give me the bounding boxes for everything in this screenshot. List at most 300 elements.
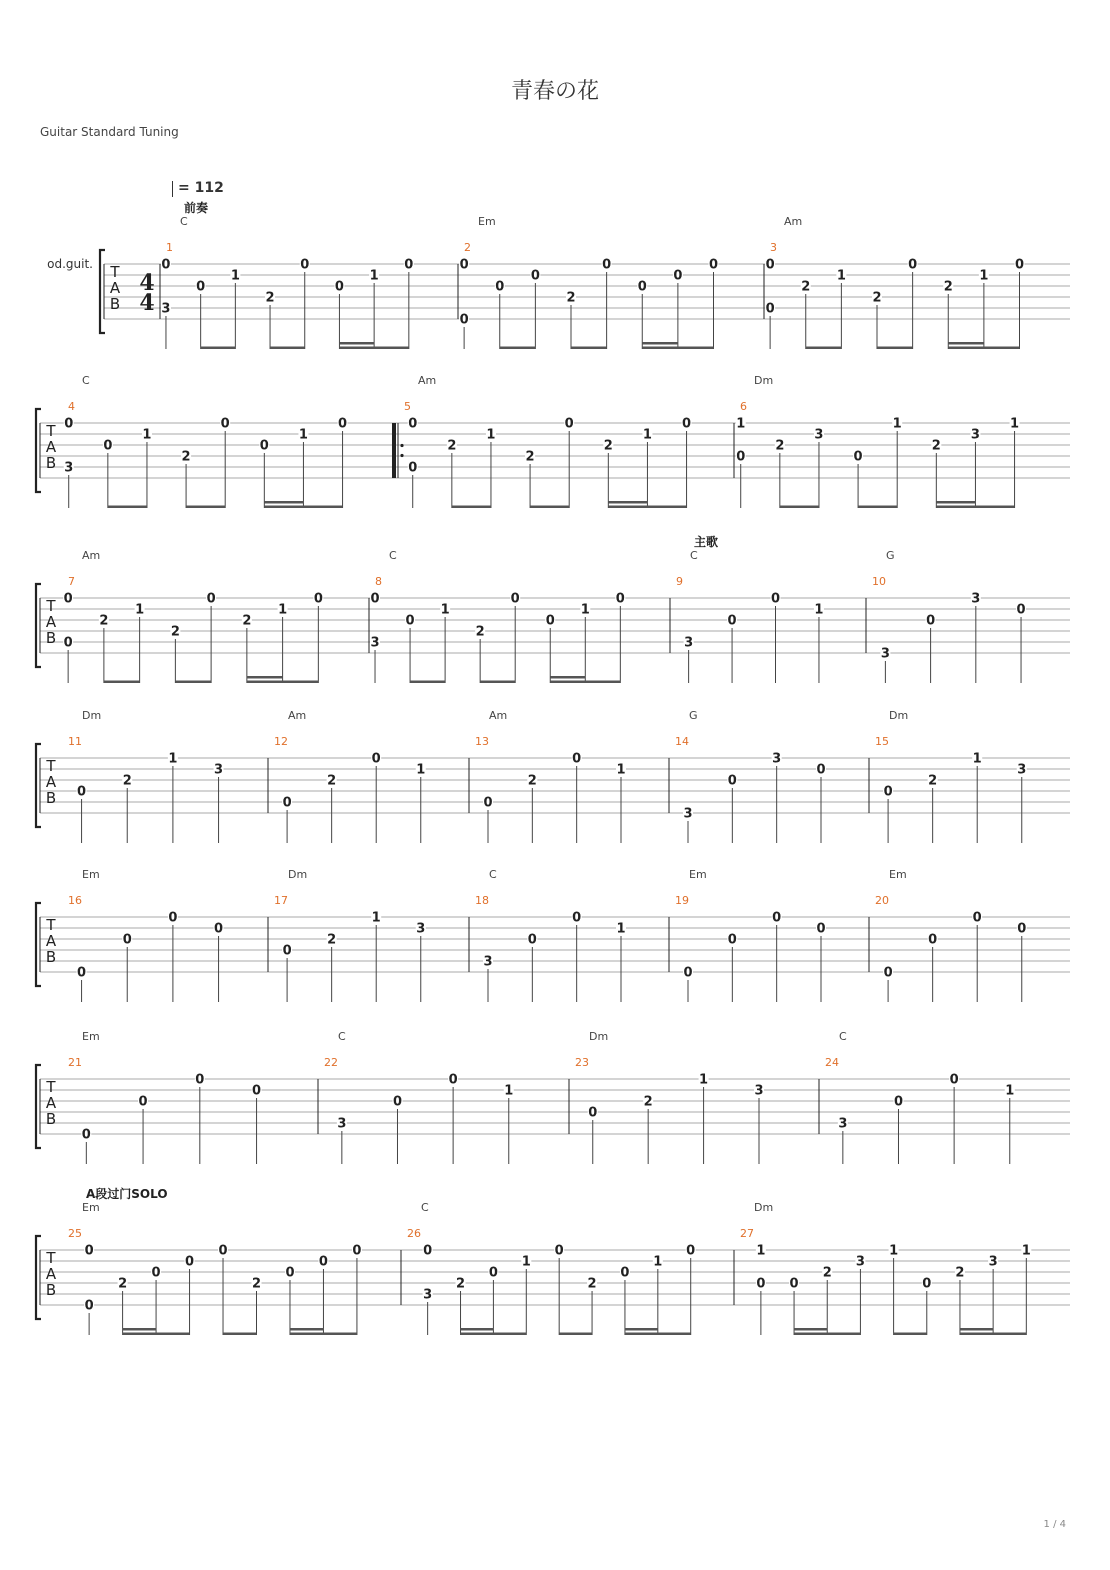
fret-number: 0 — [185, 1254, 195, 1270]
note-beam — [806, 347, 842, 350]
fret-number: 0 — [220, 416, 230, 432]
tab-clef-letter: B — [45, 1110, 57, 1128]
note-beam — [936, 501, 975, 504]
measure-number: 19 — [675, 894, 689, 907]
fret-number: 0 — [564, 416, 574, 432]
fret-number: 2 — [955, 1265, 965, 1281]
fret-number: 0 — [908, 257, 918, 273]
fret-number: 0 — [488, 1265, 498, 1281]
fret-number: 0 — [408, 416, 418, 432]
fret-number: 0 — [495, 279, 505, 295]
fret-number: 1 — [486, 427, 496, 443]
fret-number: 0 — [300, 257, 310, 273]
fret-number: 2 — [603, 438, 613, 454]
note-beam — [858, 506, 897, 509]
fret-number: 1 — [653, 1254, 663, 1270]
fret-number: 2 — [447, 438, 457, 454]
note-beam — [264, 501, 303, 504]
measure-number: 12 — [274, 735, 288, 748]
note-beam — [948, 342, 984, 345]
note-beam — [410, 681, 445, 684]
fret-number: 3 — [970, 427, 980, 443]
measure-number: 3 — [770, 241, 777, 254]
fret-number: 0 — [81, 1127, 91, 1143]
chord-symbol: C — [82, 374, 90, 387]
fret-number: 0 — [404, 257, 414, 273]
note-beam — [247, 676, 283, 679]
note-beam — [894, 1333, 927, 1336]
fret-number: 0 — [1017, 921, 1027, 937]
measure-number: 13 — [475, 735, 489, 748]
fret-number: 2 — [872, 290, 882, 306]
chord-symbol: G — [689, 709, 698, 722]
measure-number: 17 — [274, 894, 288, 907]
fret-number: 2 — [181, 449, 191, 465]
chord-symbol: Am — [489, 709, 508, 722]
fret-number: 0 — [483, 795, 493, 811]
note-beam — [559, 1333, 592, 1336]
fret-number: 0 — [459, 312, 469, 328]
fret-number: 0 — [214, 921, 224, 937]
chord-symbol: C — [338, 1030, 346, 1043]
chord-symbol: Em — [82, 1201, 100, 1214]
measure-number: 8 — [375, 575, 382, 588]
chord-symbol: C — [489, 868, 497, 881]
fret-number: 0 — [448, 1072, 458, 1088]
fret-number: 1 — [1021, 1243, 1031, 1259]
fret-number: 0 — [926, 613, 936, 629]
fret-number: 1 — [168, 751, 178, 767]
fret-number: 0 — [285, 1265, 295, 1281]
section-label: 前奏 — [184, 201, 209, 215]
tab-clef-letter: A — [109, 279, 121, 297]
note-beam — [461, 1328, 494, 1331]
chord-symbol: C — [421, 1201, 429, 1214]
fret-number: 0 — [338, 416, 348, 432]
fret-number: 0 — [334, 279, 344, 295]
fret-number: 2 — [118, 1276, 128, 1292]
measure-number: 2 — [464, 241, 471, 254]
note-beam — [500, 347, 536, 350]
note-beam — [936, 506, 1014, 509]
fret-number: 0 — [282, 795, 292, 811]
fret-number: 0 — [63, 591, 73, 607]
fret-number: 0 — [84, 1298, 94, 1314]
fret-number: 0 — [615, 591, 625, 607]
tab-clef-letter: T — [46, 422, 56, 440]
fret-number: 2 — [643, 1094, 653, 1110]
fret-number: 1 — [972, 751, 982, 767]
fret-number: 0 — [318, 1254, 328, 1270]
fret-number: 0 — [122, 932, 132, 948]
fret-number: 2 — [122, 773, 132, 789]
fret-number: 0 — [527, 932, 537, 948]
measure-number: 15 — [875, 735, 889, 748]
fret-number: 0 — [196, 279, 206, 295]
fret-number: 0 — [206, 591, 216, 607]
note-beam — [104, 681, 140, 684]
chord-symbol: Am — [784, 215, 803, 228]
fret-number: 0 — [1016, 602, 1026, 618]
fret-number: 0 — [1014, 257, 1025, 273]
fret-number: 0 — [252, 1083, 262, 1099]
fret-number: 2 — [242, 613, 252, 629]
fret-number: 0 — [736, 449, 746, 465]
chord-symbol: Dm — [754, 1201, 774, 1214]
fret-number: 2 — [931, 438, 941, 454]
fret-number: 0 — [770, 591, 781, 607]
fret-number: 0 — [313, 591, 323, 607]
fret-number: 1 — [736, 416, 746, 432]
fret-number: 0 — [84, 1243, 94, 1259]
fret-number: 1 — [504, 1083, 514, 1099]
fret-number: 2 — [456, 1276, 466, 1292]
fret-number: 1 — [979, 268, 989, 284]
fret-number: 1 — [298, 427, 308, 443]
note-beam — [339, 347, 408, 350]
note-beam — [223, 1333, 256, 1336]
fret-number: 1 — [416, 762, 426, 778]
chord-symbol: Em — [889, 868, 907, 881]
chord-symbol: G — [886, 549, 895, 562]
tab-clef-letter: A — [45, 1265, 57, 1283]
fret-number: 0 — [63, 635, 73, 651]
fret-number: 1 — [135, 602, 145, 618]
fret-number: 1 — [616, 762, 626, 778]
measure-number: 22 — [324, 1056, 338, 1069]
measure-number: 1 — [166, 241, 173, 254]
fret-number: 0 — [588, 1105, 598, 1121]
chord-symbol: Dm — [889, 709, 909, 722]
time-signature-bottom: 4 — [139, 290, 155, 316]
fret-number: 3 — [337, 1116, 347, 1132]
fret-number: 0 — [683, 965, 693, 981]
fret-number: 3 — [838, 1116, 848, 1132]
fret-number: 0 — [727, 773, 737, 789]
fret-number: 2 — [327, 932, 337, 948]
fret-number: 2 — [928, 773, 938, 789]
note-beam — [339, 342, 374, 345]
fret-number: 3 — [971, 591, 981, 607]
tab-clef-letter: B — [45, 789, 57, 807]
page-number: 1 / 4 — [1043, 1519, 1066, 1530]
fret-number: 3 — [416, 921, 426, 937]
chord-symbol: Am — [418, 374, 437, 387]
fret-number: 0 — [883, 784, 893, 800]
chord-symbol: Am — [82, 549, 101, 562]
fret-number: 1 — [521, 1254, 531, 1270]
note-beam — [480, 681, 515, 684]
fret-number: 1 — [756, 1243, 766, 1259]
note-beam — [780, 506, 819, 509]
fret-number: 0 — [103, 438, 113, 454]
tab-clef-letter: B — [45, 454, 57, 472]
fret-number: 0 — [686, 1243, 696, 1259]
note-beam — [877, 347, 913, 350]
fret-number: 3 — [423, 1287, 433, 1303]
fret-number: 1 — [230, 268, 240, 284]
note-beam — [960, 1333, 1026, 1336]
measure-number: 6 — [740, 400, 747, 413]
tab-clef-letter: B — [109, 295, 121, 313]
note-beam — [608, 501, 647, 504]
fret-number: 0 — [64, 416, 74, 432]
fret-number: 0 — [161, 257, 171, 273]
note-beam — [608, 506, 686, 509]
fret-number: 3 — [161, 301, 171, 317]
note-beam — [201, 347, 236, 350]
fret-number: 0 — [370, 591, 380, 607]
tab-clef-letter: T — [46, 916, 56, 934]
note-beam — [290, 1333, 357, 1336]
fret-number: 0 — [405, 613, 415, 629]
fret-number: 3 — [880, 646, 890, 662]
fret-number: 2 — [251, 1276, 262, 1292]
fret-number: 1 — [1010, 416, 1020, 432]
tab-clef-letter: A — [45, 438, 57, 456]
fret-number: 3 — [684, 635, 694, 651]
tab-clef-letter: T — [110, 263, 120, 281]
chord-symbol: Em — [82, 868, 100, 881]
fret-number: 3 — [814, 427, 824, 443]
note-beam — [461, 1333, 527, 1336]
measure-number: 4 — [68, 400, 75, 413]
fret-number: 0 — [620, 1265, 630, 1281]
fret-number: 1 — [369, 268, 379, 284]
fret-number: 0 — [893, 1094, 904, 1110]
fret-number: 0 — [637, 279, 647, 295]
fret-number: 1 — [889, 1243, 899, 1259]
fret-number: 2 — [801, 279, 811, 295]
fret-number: 0 — [77, 784, 87, 800]
fret-number: 3 — [855, 1254, 865, 1270]
repeat-dot — [400, 444, 403, 447]
tempo-marking: = 112 — [178, 180, 224, 196]
measure-number: 25 — [68, 1227, 82, 1240]
note-beam — [264, 506, 342, 509]
fret-number: 0 — [972, 910, 982, 926]
fret-number: 3 — [754, 1083, 764, 1099]
fret-number: 0 — [195, 1072, 205, 1088]
note-beam — [948, 347, 1019, 350]
fret-number: 2 — [475, 624, 485, 640]
note-beam — [960, 1328, 993, 1331]
note-beam — [290, 1328, 323, 1331]
note-beam — [175, 681, 211, 684]
chord-symbol: Em — [82, 1030, 100, 1043]
fret-number: 0 — [572, 751, 582, 767]
chord-symbol: Dm — [589, 1030, 609, 1043]
fret-number: 3 — [1017, 762, 1027, 778]
measure-number: 9 — [676, 575, 683, 588]
chord-symbol: C — [690, 549, 698, 562]
chord-symbol: C — [180, 215, 188, 228]
chord-symbol: Am — [288, 709, 307, 722]
fret-number: 0 — [949, 1072, 959, 1088]
fret-number: 0 — [853, 449, 863, 465]
note-beam — [571, 347, 607, 350]
fret-number: 0 — [77, 965, 87, 981]
measure-number: 24 — [825, 1056, 839, 1069]
fret-number: 2 — [99, 613, 109, 629]
fret-number: 3 — [772, 751, 782, 767]
fret-number: 1 — [836, 268, 846, 284]
fret-number: 2 — [822, 1265, 832, 1281]
fret-number: 1 — [278, 602, 288, 618]
fret-number: 0 — [883, 965, 893, 981]
fret-number: 1 — [142, 427, 152, 443]
fret-number: 1 — [580, 602, 590, 618]
fret-number: 2 — [775, 438, 785, 454]
repeat-start-thick-bar — [392, 423, 396, 478]
fret-number: 1 — [1005, 1083, 1015, 1099]
fret-number: 1 — [892, 416, 902, 432]
instrument-label: od.guit. — [47, 257, 93, 271]
chord-symbol: Em — [689, 868, 707, 881]
fret-number: 0 — [789, 1276, 799, 1292]
fret-number: 0 — [510, 591, 520, 607]
fret-number: 0 — [138, 1094, 148, 1110]
fret-number: 0 — [168, 910, 178, 926]
fret-number: 0 — [392, 1094, 403, 1110]
measure-number: 16 — [68, 894, 82, 907]
tab-clef-letter: T — [46, 1249, 56, 1267]
fret-number: 0 — [708, 257, 719, 273]
chord-symbol: Dm — [754, 374, 774, 387]
fret-number: 0 — [545, 613, 555, 629]
tab-clef-letter: B — [45, 629, 57, 647]
fret-number: 0 — [602, 257, 612, 273]
measure-number: 27 — [740, 1227, 754, 1240]
note-beam — [186, 506, 225, 509]
section-label: 主歌 — [694, 535, 719, 549]
fret-number: 3 — [370, 635, 380, 651]
section-label: A段过门SOLO — [86, 1187, 168, 1201]
note-beam — [625, 1333, 691, 1336]
fret-number: 0 — [218, 1243, 228, 1259]
fret-number: 2 — [527, 773, 537, 789]
tab-clef-letter: T — [46, 1078, 56, 1096]
chord-symbol: C — [389, 549, 397, 562]
measure-number: 26 — [407, 1227, 421, 1240]
measure-number: 23 — [575, 1056, 589, 1069]
tab-clef-letter: A — [45, 773, 57, 791]
note-beam — [642, 342, 678, 345]
fret-number: 0 — [572, 910, 582, 926]
note-beam — [794, 1333, 860, 1336]
measure-number: 18 — [475, 894, 489, 907]
fret-number: 0 — [423, 1243, 433, 1259]
repeat-dot — [400, 454, 403, 457]
fret-number: 0 — [530, 268, 540, 284]
fret-number: 1 — [440, 602, 450, 618]
fret-number: 2 — [327, 773, 337, 789]
note-beam — [452, 506, 491, 509]
note-beam — [625, 1328, 658, 1331]
tuning-label: Guitar Standard Tuning — [40, 125, 179, 139]
measure-number: 14 — [675, 735, 689, 748]
note-beam — [123, 1333, 190, 1336]
fret-number: 0 — [151, 1265, 161, 1281]
fret-number: 0 — [673, 268, 683, 284]
fret-number: 3 — [988, 1254, 998, 1270]
fret-number: 3 — [214, 762, 224, 778]
tab-clef-letter: T — [46, 757, 56, 775]
song-title: 青春の花 — [510, 79, 599, 104]
fret-number: 1 — [642, 427, 652, 443]
fret-number: 0 — [756, 1276, 766, 1292]
tab-clef-letter: A — [45, 932, 57, 950]
fret-number: 0 — [352, 1243, 362, 1259]
note-beam — [108, 506, 147, 509]
fret-number: 0 — [816, 921, 826, 937]
note-beam — [530, 506, 569, 509]
note-beam — [123, 1328, 156, 1331]
fret-number: 0 — [682, 416, 692, 432]
fret-number: 2 — [943, 279, 953, 295]
note-beam — [642, 347, 713, 350]
fret-number: 0 — [928, 932, 938, 948]
measure-number: 7 — [68, 575, 75, 588]
measure-number: 11 — [68, 735, 82, 748]
fret-number: 3 — [483, 954, 493, 970]
fret-number: 1 — [699, 1072, 709, 1088]
chord-symbol: Em — [478, 215, 496, 228]
chord-symbol: Dm — [82, 709, 102, 722]
measure-number: 10 — [872, 575, 886, 588]
fret-number: 2 — [170, 624, 180, 640]
fret-number: 2 — [566, 290, 576, 306]
fret-number: 0 — [765, 301, 775, 317]
fret-number: 2 — [265, 290, 275, 306]
chord-symbol: C — [839, 1030, 847, 1043]
fret-number: 0 — [922, 1276, 932, 1292]
note-beam — [550, 681, 620, 684]
fret-number: 0 — [282, 943, 292, 959]
tab-clef-letter: A — [45, 613, 57, 631]
fret-number: 2 — [525, 449, 535, 465]
fret-number: 0 — [727, 613, 737, 629]
fret-number: 0 — [259, 438, 269, 454]
fret-number: 3 — [683, 806, 693, 822]
measure-number: 20 — [875, 894, 889, 907]
note-beam — [247, 681, 318, 684]
fret-number: 1 — [616, 921, 626, 937]
measure-number: 21 — [68, 1056, 82, 1069]
fret-number: 0 — [554, 1243, 564, 1259]
tab-clef-letter: B — [45, 948, 57, 966]
tab-clef-letter: T — [46, 597, 56, 615]
fret-number: 0 — [727, 932, 737, 948]
note-beam — [794, 1328, 827, 1331]
time-signature-top: 4 — [139, 270, 155, 296]
fret-number: 2 — [587, 1276, 597, 1292]
chord-symbol: Dm — [288, 868, 308, 881]
fret-number: 0 — [408, 460, 418, 476]
fret-number: 0 — [772, 910, 782, 926]
fret-number: 0 — [765, 257, 775, 273]
tab-clef-letter: A — [45, 1094, 57, 1112]
measure-number: 5 — [404, 400, 411, 413]
note-beam — [550, 676, 585, 679]
fret-number: 1 — [814, 602, 824, 618]
fret-number: 1 — [371, 910, 381, 926]
fret-number: 0 — [459, 257, 469, 273]
fret-number: 3 — [64, 460, 74, 476]
note-beam — [270, 347, 305, 350]
fret-number: 0 — [816, 762, 826, 778]
fret-number: 0 — [371, 751, 381, 767]
